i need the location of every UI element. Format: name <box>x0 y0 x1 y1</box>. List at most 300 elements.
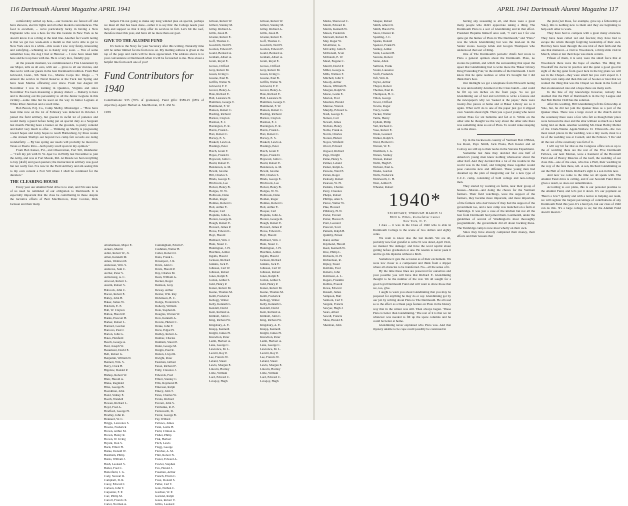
contributor-name: Pierce, Walter W. <box>323 201 345 206</box>
contributor-name: Dana, Frank L. <box>155 255 174 260</box>
right-column-4 <box>541 19 621 417</box>
contributor-name: Ingalls, Harold <box>260 253 279 258</box>
contributor-name: Eddy, Clarence J. <box>155 368 177 373</box>
contributor-name: Olcott, Edward <box>323 144 342 149</box>
contributor-name: Hatch, Grant F. <box>209 148 228 153</box>
contributor-name: Lawrence, M. L. <box>209 346 230 351</box>
contributor-name: Wade, Leonard <box>373 132 392 137</box>
contributor-name: Prescott, Scott <box>323 225 341 230</box>
contributor-name: Mills, Wallace F. <box>323 71 344 76</box>
contributor-name: Denison, Gray <box>155 283 174 288</box>
contributor-name: Barrows, Paul J. <box>104 327 125 332</box>
contributor-name: Decker, Roger <box>155 279 173 284</box>
contributor-name: Stark, Leonard B. <box>373 51 395 56</box>
contributor-name: Robinson, A. L. <box>323 273 343 278</box>
contributor-name: Harris, Frank L. <box>260 128 280 133</box>
contributor-name: Vose, Robert E. <box>373 128 393 133</box>
contributor-name: McDonald, Scott <box>323 51 345 56</box>
contributor-name: Kent, Rolland A. <box>260 310 281 315</box>
contributor-name: Hayward, John C. <box>209 156 232 161</box>
contributor-name: Dow, Kenneth A. <box>155 315 177 320</box>
contributor-name: Gates, Robert V. <box>155 497 176 502</box>
contributors-list-f <box>373 19 421 189</box>
contributor-name: Ballou, Harold P. <box>104 311 126 316</box>
contributor-name: Adler, Robert W., Jr. <box>104 251 130 256</box>
contributor-name: Gilley, Richard A. <box>209 27 232 32</box>
contributor-name: Hitchcock, Lee <box>209 180 228 185</box>
contributor-name: Miller, George A. <box>323 67 345 72</box>
contributor-name: Lamb, Herbert A. <box>260 338 282 343</box>
contributor-name: Ward, Herbert C. <box>373 140 395 145</box>
contributor-name: Dunn, George M. <box>155 344 177 349</box>
paragraph: After his wedding, Bill Glendinning left his fellowship at Yale, but, he did not join the Quaker lines as a part of the Quaker Ones. There was a large crowd at the church and in the ceremony there were a few who felt as though their place were between the door and the altar without as much as a hand being laid on them. Another wedding Mr. Dean Bobby Mellot of the Clark-Wanna Agent-Wallace D. Ellsworth—the two most noted places in the wedding, was a tiny room, most is a lot of the wedding was at Cornell, and the Fellows. 'I Do' and all the rest of the ceremony was full of it. <box>541 102 622 144</box>
contributor-name: Leavitt, Roy P. <box>209 350 228 355</box>
contributor-name: Howard, James P. <box>260 225 282 230</box>
contributor-name: Little, William <box>260 371 279 376</box>
contributor-name: Fay, Willard <box>155 417 171 422</box>
contributor-name: Johnson, Robert <box>209 269 230 274</box>
contributor-name: Knapp, Kenneth <box>260 326 281 331</box>
contributor-name: Hoyt, Harold <box>260 233 277 238</box>
contributor-name: Peabody, Robert <box>323 176 344 181</box>
contributor-name: Lincoln, Hartley <box>209 367 230 372</box>
contributor-name: Weeks, Gordon <box>373 168 393 173</box>
contributor-name: Brown, W. Irving <box>104 437 126 442</box>
contributor-name: Dewey, Arthur <box>155 287 174 292</box>
contributor-name: Bishop, Robert W. <box>104 372 127 377</box>
contributor-name: Mason, Frederick <box>323 31 345 36</box>
contributor-name: Berry, Clark H. <box>104 364 124 369</box>
paragraph: Glendinning never explained who Plato was. And that mystery unable to be cope could possibly be construed in <box>373 323 451 332</box>
contributor-name: Spalding, J. C. <box>373 35 392 40</box>
contributor-name: Allen, Kenneth M. <box>104 255 128 260</box>
contributor-name: Hammond, F. W. <box>209 103 230 108</box>
section-dek: Contributions: 935 (70% of graduates). Fund gifts: $589.25 (68% of objective). Agent: Herbert A. MacMorran, 10 E. 43d St. <box>104 98 204 107</box>
contributor-name: Beach, George A. <box>104 340 126 345</box>
contributor-name: Boardman, John <box>104 388 125 393</box>
contributor-name: Stevens, Robert <box>373 55 393 60</box>
contributor-name: Griswold, F. F. <box>209 83 228 88</box>
contributor-name: Baldwin, E. E. <box>104 303 123 308</box>
contributor-name: Harmon, E. J. <box>260 120 278 125</box>
contributor-name: Rogers, Franklin <box>323 278 344 282</box>
contributor-name: Hewitt, Jerome <box>209 168 228 173</box>
contributor-name: Freeman, Arthur <box>155 469 176 474</box>
contributor-name: Grover, Henry A. <box>260 87 282 92</box>
contributors-list-a <box>104 243 152 506</box>
contributor-name: Butler, Fred C. <box>104 465 123 470</box>
contributor-name: Brooks, Frederick <box>104 425 127 430</box>
contributor-name: Fisher, Philip <box>155 433 172 438</box>
contributor-name: Abrahamson, Major E. <box>104 243 133 247</box>
contributor-name: Keith, Frederick <box>260 294 281 299</box>
contributor-name: Campbell, D. R. <box>104 477 125 482</box>
contributor-name: Ingalls, Harold <box>209 253 228 258</box>
contributor-name: Leland, Stuart <box>209 358 227 363</box>
contributor-name: Bond, Sidney E. <box>104 392 125 397</box>
contributor-name: Buck, Elliott H. <box>104 445 124 450</box>
contributor-name: Grover, Henry A. <box>209 87 231 92</box>
contributor-name: Sherman, John <box>323 322 342 327</box>
paragraph: Our midnight we got a telephone from Ellsworth noting he was unavoidably detained at the Class bunch—and could he fill up ten inches on the front page. So we got Glendinning out of bed and told him to write a feature and the newspaper's why we 'looked at the paper,' there were twenty-five pieces at home and at Baker Library are so it again. What we'll do is one of the paper just got it slipped over. Sounds about right. Then you a good young who never written Plato for six bulletins and fed at it. While on the other side he thought we the way about the other side there was something done as out of Plato. To would wake sleeping on to the shore. <box>457 81 535 132</box>
contributor-name: Henderson, A. M. <box>260 164 283 169</box>
contributor-name: Kelly, Kenneth L. <box>260 302 283 307</box>
contributor-name: Raymond, Harold <box>323 241 346 246</box>
contributor-name: Farrar, George B. <box>155 412 177 417</box>
contributor-name: Brown, Arthur M. <box>104 429 127 434</box>
contributor-name: Lewis, Morgan E. <box>260 362 283 367</box>
contributor-name: Boyd, Fred A. <box>104 404 122 409</box>
contributor-name: Mead, Eugene C. <box>323 59 345 64</box>
subheading: THE CLEARING HOUSE <box>10 178 59 184</box>
paragraph: I ought to warn you about Glendinning that you may be prepared for anything he may do or say. Glendinning got by our job by writing about Plato to The Dartmouth. He all read so to the effect as a Dean page feature on Plato in the history way that in the winter was still. Then always began. 'These Plato is better than Glendinning.' The rest of it is that we let whatever was needed to fill up the spare columns and he could be better at home. <box>373 289 451 323</box>
contributor-name: Maxwell, Robert B. <box>323 35 348 40</box>
contributor-name: Dodge, Frederick S. <box>155 299 180 304</box>
paragraph: From Bob Kaiser, Pvt., and Observation, Fort Sill, Oklahoma: ... "I left my job with N. W. Ayer Co in Philly last November to join the Army, and was at Fort Meade, Md. At Meade we had everything to buy (draft) and good quarters; the instruction in artillery was good but not really fast. I've now in the Field Artillery and am seeing this to my own content a Fort Sill where I shall be continued for the duration." <box>10 147 98 177</box>
contributor-name: Griswold, F. F. <box>260 83 279 88</box>
contributor-name: Stanley, Arthur <box>373 47 392 52</box>
contributor-name: Perkins, Charles <box>323 184 344 189</box>
contributor-name: Hitchcock, Lee <box>260 180 279 185</box>
contributor-name: Henderson, A. M. <box>209 164 232 169</box>
contributor-name: Davis, Alan C. <box>155 263 174 268</box>
contributor-name: Pillsbury, H. N. <box>323 209 343 214</box>
contributor-name: Russell, James <box>323 290 342 295</box>
contributor-name: Noyes, Winfield <box>323 140 344 145</box>
contributor-name: Putnam, Ralph B. <box>323 229 346 234</box>
contributor-name: Howe, Edward L. <box>260 229 282 234</box>
contributor-name: Dunham, Stuart P. <box>155 340 178 345</box>
contributor-name: Patten, Roger <box>323 172 340 177</box>
contributor-name: Edwards, Fred <box>155 372 174 377</box>
contributor-name: Hayes, Frank D. <box>209 152 230 157</box>
page-header-right: APRIL 1941 Dartmouth Alumni Magazine 117 <box>497 6 618 13</box>
contributor-name: Gilbert, Stanley M. <box>209 23 233 28</box>
contributor-name: Dunbar, Charles <box>155 336 176 341</box>
contributor-name: Holden, Roger <box>209 197 228 202</box>
contributor-name: Gould, Bernard A. <box>209 51 232 56</box>
contributor-name: Bates, Hanfield <box>104 336 124 341</box>
contributor-name: Cutler, Robert O. <box>155 251 177 256</box>
contributor-name: Phelps, Robert <box>323 193 342 198</box>
contributor-name: Griffin, Walter N. <box>209 79 231 84</box>
contributor-name: Horton, George R. <box>209 217 232 222</box>
contributor-name: Gould, Bernard A. <box>260 51 283 56</box>
contributor-name: Sears, Albert <box>323 310 339 315</box>
contributor-name: Harris, Frank L. <box>209 128 229 133</box>
contributor-name: Cushman, Walter H. <box>155 247 181 252</box>
contributor-name: Pike, Howard <box>323 205 341 210</box>
contributor-name: Hill, Charles S. <box>209 172 229 177</box>
contributor-name: Nelson, Carl <box>323 116 339 121</box>
contributor-name: Hayes, Frank D. <box>260 152 281 157</box>
paragraph: It's back to the Navy for your Secretary after this writing. Naturally time will be rather limited for me from now on. My mailing address is given at the top of the page and cards will be more appreciated. The address above is to your convenience at Dartmouth when it will be forwarded to me. How about a helpful line from each one of you? <box>104 43 204 65</box>
paragraph: Up in the backwoods country of Vermont Bob O'Brien, Joe Rossi, Paye Smith, Jack Plona, Bob Keeler and Al Convoy are still up to their necks in the Stevens Experiment. <box>457 138 535 151</box>
contributor-name: Downs, Hubert C. <box>155 319 178 324</box>
contributor-name: Knight, James H. <box>260 330 282 335</box>
contributor-name: Gray, Robert M. <box>209 67 230 72</box>
contributor-name: Gibbs, Leonard <box>155 502 175 506</box>
contributor-name: Lord, Edward C. <box>260 375 281 380</box>
contributor-name: Gray, Robert M. <box>260 67 281 72</box>
contributor-name: Hewitt, Jerome <box>260 168 279 173</box>
contributor-name: Kelly, Kenneth L. <box>209 302 232 307</box>
contributor-name: Jones, Ralph E. <box>209 273 229 278</box>
contributor-name: Banks, Prescott H. <box>104 315 128 320</box>
contributor-name: Roberts, John <box>323 269 341 274</box>
contributor-name: Lincoln, Hartley <box>260 367 281 372</box>
contributor-name: Judd, Henry P. <box>260 282 279 287</box>
contributor-name: Fellows, James <box>155 421 174 426</box>
contributor-name: Graham, Albert A. <box>260 55 283 60</box>
contributor-name: Huntington, J. H. <box>209 245 231 250</box>
class-1940-column <box>373 190 451 417</box>
contributor-name: Green, Irving C. <box>260 71 281 76</box>
contributor-name: Harrington, E. R. <box>260 124 282 129</box>
contributors-list-e <box>323 19 369 417</box>
contributor-name: Gale, Nathan C. <box>155 485 175 490</box>
contributor-name: Emery, John T. <box>155 388 174 393</box>
contributor-name: Sullivan, Frank <box>373 63 393 68</box>
contributor-name: Marsh, Edward R. <box>323 23 346 28</box>
contributor-name: Howard, James P. <box>209 225 231 230</box>
paragraph: According to our plans, this is our personal promise to the Alumni Fund, and let's put it down. It's our payment on 'Here's a Jew'? Quietly and with a notice to helping our team, we will register the largest percentage of contributions of any Dartmouth Fund this year. It's a hard job, but our class of 1940 can do this. 'It's a large college to us; but the Alumni Fund doesn't mean it.' <box>541 185 621 215</box>
contributor-name: Thomas, Paul R. <box>373 87 394 92</box>
contributor-name: Holmes, Robert C. <box>209 201 233 206</box>
contributor-name: Kaiser, Robert M. <box>260 286 283 291</box>
contributor-name: Ames, Wentworth <box>104 259 127 264</box>
contributor-name: Dole, Stephen R. <box>155 307 177 312</box>
contributor-name: Tower, Clifford <box>373 99 393 104</box>
contributor-name: Hubbard, Wm. J. <box>209 237 231 242</box>
contributor-name: Emerson, Ralph <box>155 384 175 389</box>
contributor-name: Walker, Ralph S. <box>373 136 394 141</box>
contributor-name: Everett, John S. <box>155 400 175 405</box>
paragraph: I will say bit for that as the Congress office ten as up to the of wedding there are the rest of the Five Dartmouth Fellows, our next Marion, were a Kennard of the Brownell Field and of Heavy Muscles of the Gulf, the wedding of our class this—one of the ones, who has a Hall, their wedding in the way of the fans there, tell. A son, Richard Glendinning as out the Hall of 112 Main. Richard's sight is a son in this new. <box>541 143 621 173</box>
contributor-name: Thompson, H. C. <box>373 91 395 96</box>
contributor-name: Graves, Clifford <box>209 63 230 68</box>
contributor-name: Elliott, Stanley C. <box>155 376 178 381</box>
contributor-name: Hart, Robert C. <box>260 132 280 137</box>
paragraph: We want to know also the last month. We are all, probably now feel grateful to write! It was dated, April 1941, we marked 'the damage,' and have the word reprint about getting before graduation at one. He resents to never peek it and he go his diploma without a hitch. <box>373 235 451 257</box>
contributor-name: Paine, Henry S. <box>323 156 343 161</box>
contributor-name: Ripley, Stuart <box>323 261 340 266</box>
contributor-name: Dexter, Wm. Ray <box>155 291 177 296</box>
contributor-name: Farnsworth, D. <box>155 408 174 413</box>
secretary-line: BUD G. HIGG, Rockefeller Center <box>389 214 441 219</box>
contributor-name: Beaumont, David E. <box>104 348 130 353</box>
year-heading: 1939 <box>104 109 111 114</box>
paragraph: At the present moment, we commissioned a Fire Lieutenant by our Major, tells us all ears, with our ... gives to all our movies, and thus we're with our guests in the best Dartmouth tradition. From Bud Griswold, Lieut., 9th Tank Co., Marine Corps Inc. Diego ... "I entered the service in Naval Reserve at the Tuck last Spring and have been Marine officering ever since. From last August till November I was in training in Quantico, Virginia and since November I've been mastering a phoney dialect ... Doherty is here and is throwing out his personality to all the Junior Legions in this vicinity—some time but he used on the way in Junior Legions at White River Junction and a swell time. <box>10 60 98 107</box>
contributor-name: Blair, Harold A. <box>104 376 124 381</box>
contributor-name: Keith, Frederick <box>209 294 230 299</box>
contributor-name: Webb, Hugh E. <box>373 160 392 165</box>
contributor-name: Glazier, Robert E. <box>209 35 232 40</box>
contributor-name: Dickinson, B. C. <box>155 295 176 300</box>
paragraph: One of The Dartmouth's periodic chiefs had wrote to Plato a general opinion about the Dartmouth. Plato, no stories he publish, and which the surrounding that upset the upset that Glendinning had to write more the 'Baker Library Drug Extending Fair,' in the middle of the Dartmouth. I don't know that he quite realizes or what it's brought but I did think that's how. <box>457 52 535 82</box>
contributor-name: Potter, Horace E. <box>323 217 345 222</box>
contributor-name: Davenport, J. R. <box>155 259 176 264</box>
contributor-name: Gillis, Jason B. <box>209 31 228 36</box>
contributor-name: Gibson, Robert W. <box>209 19 233 23</box>
contributor-name: Goodrich, Neil H. <box>260 43 283 48</box>
contributor-name: Perry, Clarence <box>323 188 343 193</box>
paragraph: having any reasoning to all, and there were a great many people who didn't appreciate taking a thing. The Dartmouth Plato is a sort of Glendinning and in that effect. President Hopkins himself once said, "I can't see I for one quite get the humor of Plato in The Dartmouth," and "Plato" was the whole Glendinning but was the lead-out in the Senior stores. George Gilek and Grogan Thompson who understood that sort of thing. <box>457 19 535 53</box>
contributor-name: Hinds, George E. <box>209 176 231 181</box>
contributor-name: Hubbard, Wm. J. <box>260 237 282 242</box>
contributor-name: Johnson, Robert <box>260 269 281 274</box>
contributor-name: Lee, Francis W. <box>209 354 229 359</box>
contributor-name: Bryant, Don S. <box>104 441 123 446</box>
contributor-name: Evans, Richard <box>155 396 174 401</box>
contributor-name: Johnson, Carl W. <box>209 265 231 270</box>
contributor-name: Hamilton, George T. <box>209 99 235 104</box>
contributor-name: Fairbanks, R. E. <box>155 404 176 409</box>
contributor-name: Hill, Charles S. <box>260 172 280 177</box>
contributor-name: Blake, Reginald <box>104 380 124 385</box>
contributor-name: Knight, James H. <box>209 330 231 335</box>
paragraph: And now we come to the time we all speak with. The Alumni Fund drive is calling, and if our Seventh Fund Drive gives a result, so does our remembrance. <box>541 172 621 186</box>
contributor-name: Kingsbury, A. E. <box>260 322 281 327</box>
contributor-name: Howe, Edward L. <box>209 229 231 234</box>
contributor-name: Moody, Arthur <box>323 79 342 84</box>
contributor-name: Green, Irving C. <box>209 71 230 76</box>
contributor-name: Hobart, Henry B. <box>260 184 282 189</box>
contributor-name: Carey, Edward J. <box>104 481 126 486</box>
contributor-name: Bigelow, Donald P. <box>104 368 128 373</box>
contributor-name: Harding, Richard <box>209 112 231 117</box>
contributor-name: Newell, James <box>323 120 342 125</box>
contributor-name: Bradley, John R. <box>104 412 125 417</box>
contributor-name: Fox, Harold J. <box>155 465 173 470</box>
contributor-name: Carpenter, F. P. <box>104 489 123 494</box>
contributor-name: Fuller, Carl T. <box>155 481 173 486</box>
contributor-name: Jenkins, Jack E. <box>260 261 280 266</box>
contributor-name: Kent, Rolland A. <box>209 310 230 315</box>
contributor-name: Barker, Robert L. <box>104 319 126 324</box>
contributor-name: Kimball, John C. <box>209 314 231 319</box>
contributor-name: Swain, Laurence <box>373 67 394 72</box>
subheading: GIVE TO THE ALUMNI FUND <box>104 37 163 43</box>
contributor-name: Brainerd, W. C. <box>104 417 124 422</box>
class-year-heading: 1940* <box>388 190 442 211</box>
contributor-name: Lovejoy, Hugh <box>260 379 279 384</box>
contributor-name: Grant, Royal E. <box>260 59 280 64</box>
contributor-name: Baker, James W. <box>104 299 125 304</box>
contributor-name: Harlow, Clayton <box>209 116 230 121</box>
contributor-name: Judd, Henry P. <box>209 282 228 287</box>
contributor-name: Kendall, David <box>209 306 228 311</box>
contributor-name: Gardner, W. P. <box>155 489 173 494</box>
contributor-name: Tuttle, Henry <box>373 116 390 121</box>
contributor-name: Shaw, Harold E. <box>323 318 344 323</box>
contributor-name: Hunt, Stuart C. <box>209 241 228 246</box>
contributor-name: Reed, Kenneth W. <box>323 245 346 250</box>
contributor-name: Warren, W. E. <box>373 144 391 149</box>
contributor-name: Eastman, Gilbert <box>155 360 176 365</box>
contributor-name: Jackson, Richard <box>260 257 282 262</box>
contributor-name: Atwood, Robert L. <box>104 279 128 284</box>
contributor-name: Hopkins, John A. <box>260 213 282 218</box>
contributor-name: Haskell, Lewis A. <box>209 140 232 145</box>
contributor-name: Lee, Francis W. <box>260 354 280 359</box>
contributor-name: Hastings, Peter <box>209 144 228 149</box>
contributor-name: Jackson, Richard <box>209 257 231 262</box>
contributor-name: Kellogg, Walter <box>209 298 229 303</box>
contributor-name: Page, Dwight <box>323 152 340 157</box>
contributor-name: Sawyer, Hugh J. <box>323 306 344 311</box>
contributor-name: Burnham, Philip <box>104 453 125 458</box>
contributor-name: Hopkins, John A. <box>209 213 231 218</box>
paragraph: Fifteen of them, it is said, were the small force that at Woodstock there were the hope of another. The thing Dr. Woodruff the doctor in practice and the quiet a good good in sight of the big quiet from good luck in the big plans we will see in the Chapel—they were small but you can't expect it. I had my own camp and then this sort of Sooner or later that we wanted the thing that was the Chapel we made in the form of that an announced rate and a hope there are many such. <box>541 56 621 90</box>
contributor-name: Pratt, Leonard <box>323 221 341 226</box>
paragraph: Every year our Alumni Fund drive is to start, and I'm sure none of us need be reminded of our obligation to Dartmouth. It is especially important that the class be contributing in these despite the lucrative efforts of Bert MacMorrow, Peter Cordon, Dick Jackson and their many <box>10 184 98 206</box>
contributor-name: Greene, Paul B. <box>260 75 280 80</box>
contributor-name: Thayer, Robert <box>373 83 392 88</box>
contributor-name: Beal, Joseph W. <box>104 344 124 349</box>
contributor-name: Hayward, John C. <box>260 156 283 161</box>
contributor-name: Anderson, Wm. S. <box>104 263 127 268</box>
contributor-name: Sampson, Burt <box>323 294 342 299</box>
contributor-name: Keene, Thomas M. <box>209 290 233 295</box>
contributor-name: Holt, Arthur E. <box>260 205 279 210</box>
contributor-name: Jenkins, Jack E. <box>209 261 229 266</box>
contributor-name: Griffin, Walter N. <box>260 79 282 84</box>
contributor-name: Lewis, Morgan E. <box>209 362 232 367</box>
contributor-name: Johnson, Carl W. <box>260 265 282 270</box>
contributor-name: Knowlton, Peter <box>209 334 230 339</box>
contributors-list-c <box>209 19 257 417</box>
contributor-name: Sargent, Francis <box>323 302 344 307</box>
contributor-name: Murphy, Edward G. <box>323 108 348 113</box>
contributor-name: Eaton, Richard F. <box>155 364 177 369</box>
secretary-line: SECRETARY, THROUGH MARCH 31 <box>387 211 443 215</box>
contributor-name: Cunningham, Edwin F. <box>155 243 184 247</box>
contributor-name: Drake, John F. <box>155 323 173 328</box>
contributor-name: Bradford, George H. <box>104 408 130 413</box>
contributor-name: Morgan, Ralph W. <box>323 87 346 92</box>
contributor-name: Fenn, Leslie H. <box>155 425 175 430</box>
contributor-name: Martin, Kenneth W. <box>323 27 348 32</box>
contributor-name: Morse, Leslie E. <box>323 91 344 96</box>
contributor-name: Stone, Allen <box>373 59 389 64</box>
contributor-name: French, Elwin C. <box>155 473 177 478</box>
contributor-name: Goodrich, Neil H. <box>209 43 232 48</box>
contributor-name: Richards, D. H. <box>323 253 343 258</box>
contributor-name: Barton, John G. <box>104 332 124 337</box>
contributor-name: Kaiser, Robert M. <box>209 286 232 291</box>
contributor-name: Archer, Peter S. <box>104 271 124 276</box>
contributor-name: Leland, Stuart <box>260 358 278 363</box>
contributor-name: Wheeler, Robert <box>373 184 394 189</box>
section-title: Fund Contributors for 1940 <box>104 71 194 96</box>
contributor-name: West, Arthur E. <box>373 180 393 185</box>
contributors-list-b <box>155 243 204 506</box>
contributor-name: Bailey, John H. <box>104 295 124 300</box>
contributor-name: Watson, Robert <box>373 156 393 161</box>
contributor-name: Tilton, George <box>373 95 392 100</box>
contributor-name: Day, Charles M. <box>155 271 176 276</box>
contributor-name: Phillips, Alan S. <box>323 197 344 202</box>
contributor-name: Rand, Arthur <box>323 237 340 242</box>
contributor-name: Graham, Albert A. <box>209 55 232 60</box>
contributor-name: Taylor, Arthur <box>373 79 391 84</box>
contributor-name: Harvey, E. S. <box>260 136 277 141</box>
contributor-name: Hatch, Grant F. <box>260 148 279 153</box>
contributor-name: Goff, Thomas C. <box>209 39 230 44</box>
contributor-name: Parker, Ralph A. <box>323 164 344 169</box>
contributor-name: Rollins, Everett <box>323 282 343 287</box>
